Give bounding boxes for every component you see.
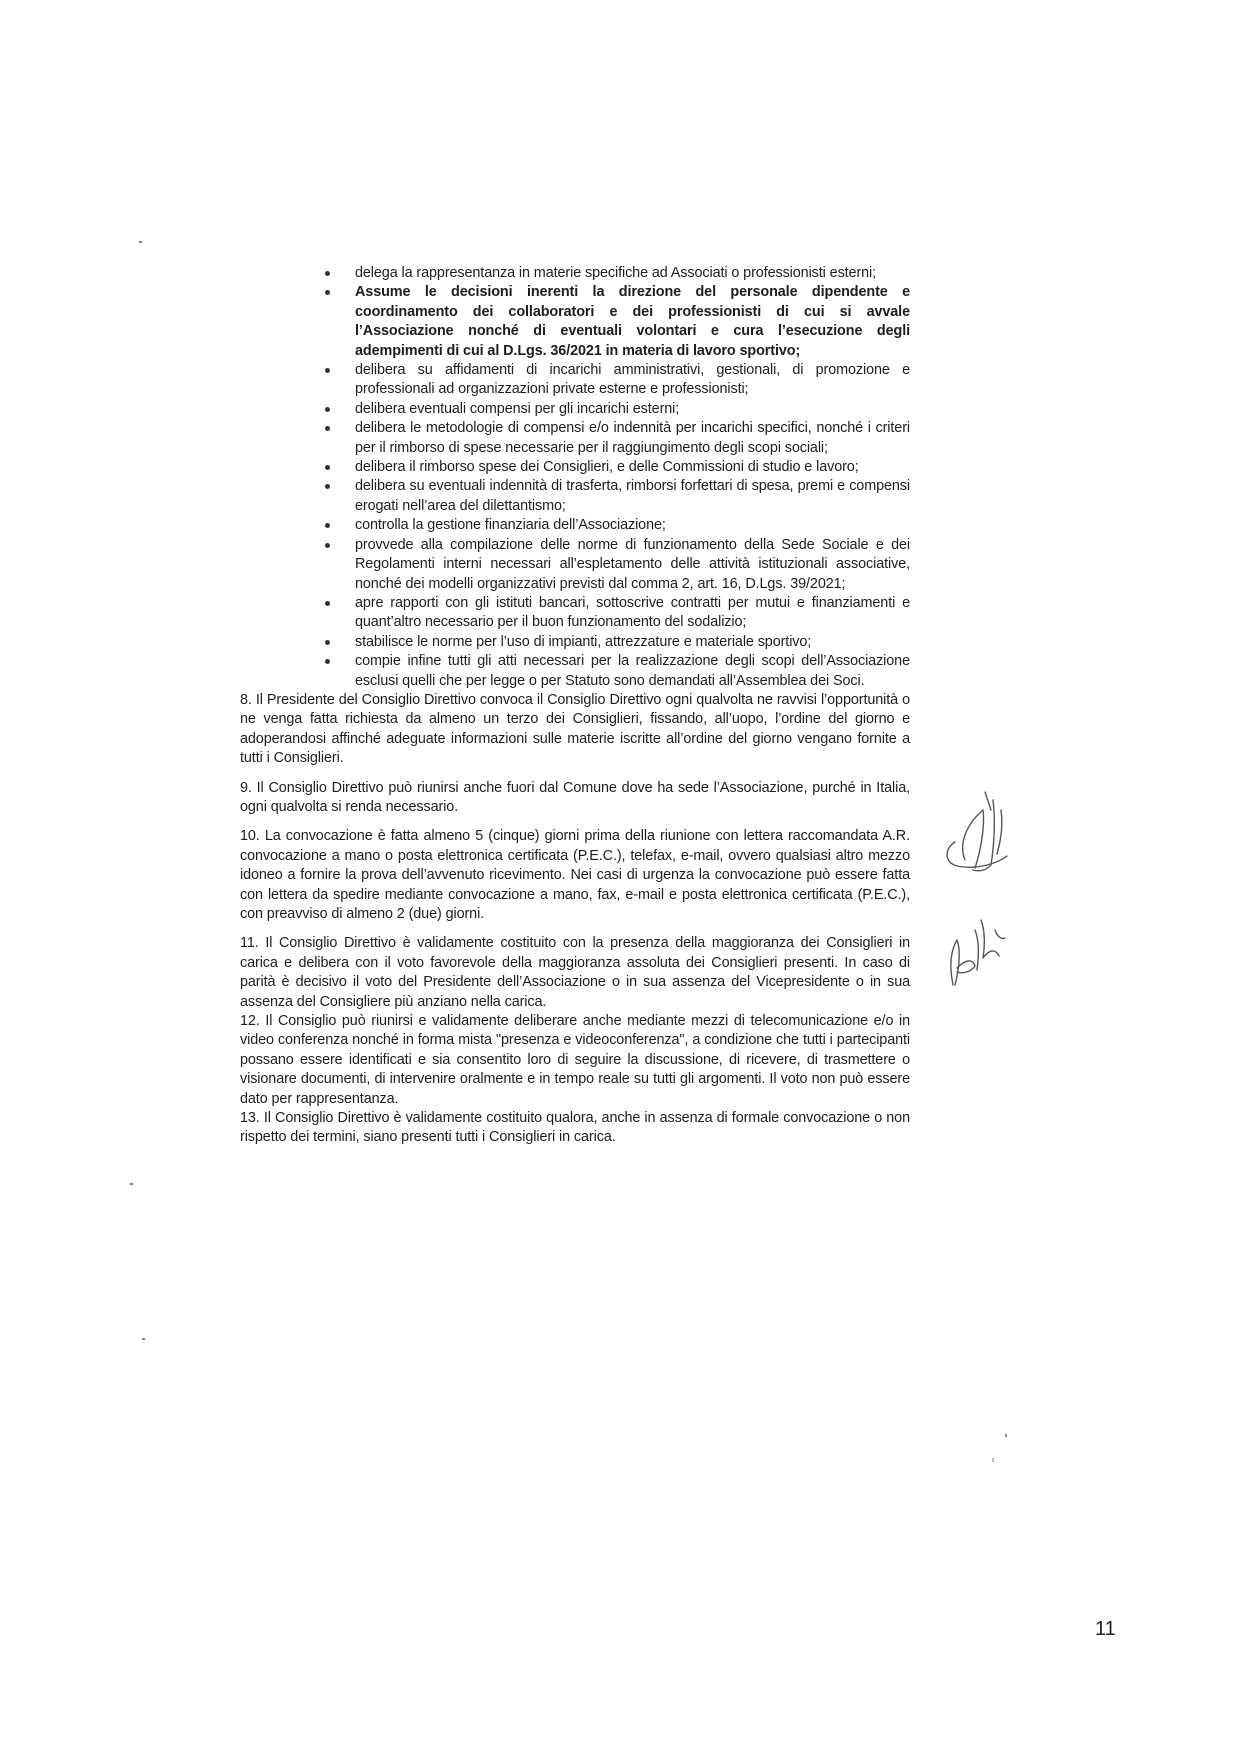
- bullet-icon: [325, 271, 330, 276]
- list-item: controlla la gestione finanziaria dell’Associazione;: [355, 516, 910, 535]
- list-item: delibera su eventuali indennità di trasferta, rimborsi forfettari di spesa, premi e compensi erogati nell’area del dilettantismo;: [355, 477, 910, 516]
- scan-speck: [1005, 1434, 1007, 1437]
- scan-speck: [139, 241, 142, 243]
- list-item: delibera il rimborso spese dei Consiglieri, e delle Commissioni di studio e lavoro;: [355, 458, 910, 477]
- bullet-icon: [325, 484, 330, 489]
- signature-icon: [935, 780, 1025, 1000]
- list-item: stabilisce le norme per l’uso di impianti, attrezzature e materiale sportivo;: [355, 633, 910, 652]
- bullet-icon: [325, 523, 330, 528]
- bullet-icon: [325, 290, 330, 295]
- page-number: 11: [1095, 1618, 1116, 1640]
- list-item: apre rapporti con gli istituti bancari, sottoscrive contratti per mutui e finanziamenti e quant’altro necessario per il buon funzionamento del sodalizio;: [355, 594, 910, 633]
- bullet-icon: [325, 659, 330, 664]
- bullet-icon: [325, 465, 330, 470]
- document-body: [240, 264, 910, 1148]
- list-item: delega la rappresentanza in materie specifiche ad Associati o professionisti esterni;: [355, 264, 910, 283]
- bullet-icon: [325, 601, 330, 606]
- paragraph-11: 11. Il Consiglio Direttivo è validamente costituito con la presenza della maggioranza dei Consiglieri in carica e delibera con il voto favorevole della maggioranza assoluta dei Consiglieri presenti. In caso di parità è decisivo il voto del Presidente dell’Associazione o in sua assenza del Vicepresidente o in sua assenza del Consigliere più anziano nella carica.: [240, 935, 910, 1010]
- paragraph-10: 10. La convocazione è fatta almeno 5 (cinque) giorni prima della riunione con lettera raccomandata A.R. convocazione a mano o posta elettronica certificata (P.E.C.), telefax, e-mail, ovvero qualsiasi altro mezzo idoneo a fornire la prova dell’avvenuto ricevimento. Nei casi di urgenza la convocazione può essere fatta con lettera da spedire mediante convocazione a mano, fax, e-mail e posta elettronica certificata (P.E.C.), con preavviso di almeno 2 (due) giorni.: [240, 828, 910, 922]
- paragraph-12: 12. Il Consiglio può riunirsi e validamente deliberare anche mediante mezzi di telecomunicazione e/o in video conferenza nonché in forma mista "presenza e videoconferenza", a condizione che tutti i partecipanti possano essere identificati e sia consentito loro di seguire la discussione, di ricevere, di trasmettere o visionare documenti, di intervenire oralmente e in tempo reale su tutti gli argomenti. Il voto non può essere dato per rappresentanza.: [240, 1013, 910, 1107]
- paragraph-8: 8. Il Presidente del Consiglio Direttivo convoca il Consiglio Direttivo ogni qualvolta ne ravvisi l’opportunità o ne venga fatta richiesta da almeno un terzo dei Consiglieri, fissando, all’uopo, l’ordine del giorno e adoperandosi affinché adeguate informazioni sulle materie iscritte all’ordine del giorno vengano fornite a tutti i Consiglieri.: [240, 691, 910, 767]
- scan-speck: [992, 1458, 994, 1462]
- paragraph-13: 13. Il Consiglio Direttivo è validamente costituito qualora, anche in assenza di formale convocazione o non rispetto dei termini, siano presenti tutti i Consiglieri in carica.: [240, 1110, 910, 1146]
- bullet-icon: [325, 407, 330, 412]
- bullet-icon: [325, 368, 330, 373]
- bullet-icon: [325, 426, 330, 431]
- list-item: delibera su affidamenti di incarichi amministrativi, gestionali, di promozione e professionali ad organizzazioni private esterne e professionisti;: [355, 361, 910, 400]
- bullet-list: [125, 264, 910, 691]
- list-item: provvede alla compilazione delle norme di funzionamento della Sede Sociale e dei Regolamenti interni necessari all’espletamento delle attività istituzionali associative, nonché dei modelli organizzativi previsti dal comma 2, art. 16, D.Lgs. 39/2021;: [355, 536, 910, 594]
- bullet-icon: [325, 640, 330, 645]
- list-item: delibera le metodologie di compensi e/o indennità per incarichi specifici, nonché i criteri per il rimborso di spese necessarie per il raggiungimento degli scopi sociali;: [355, 419, 910, 458]
- bullet-icon: [325, 543, 330, 548]
- list-item: Assume le decisioni inerenti la direzione del personale dipendente e coordinamento dei collaboratori e dei professionisti di cui si avvale l’Associazione nonché di eventuali volontari e cura l’esecuzione degli adempimenti di cui al D.Lgs. 36/2021 in materia di lavoro sportivo;: [355, 283, 910, 361]
- list-item: delibera eventuali compensi per gli incarichi esterni;: [355, 400, 910, 419]
- scan-speck: [130, 1183, 133, 1185]
- list-item: compie infine tutti gli atti necessari per la realizzazione degli scopi dell’Associazione esclusi quelli che per legge o per Statuto sono demandati all’Assemblea dei Soci.: [355, 652, 910, 691]
- scan-speck: [142, 1338, 145, 1340]
- paragraph-9: 9. Il Consiglio Direttivo può riunirsi anche fuori dal Comune dove ha sede l’Associazione, purché in Italia, ogni qualvolta si renda necessario.: [240, 779, 910, 815]
